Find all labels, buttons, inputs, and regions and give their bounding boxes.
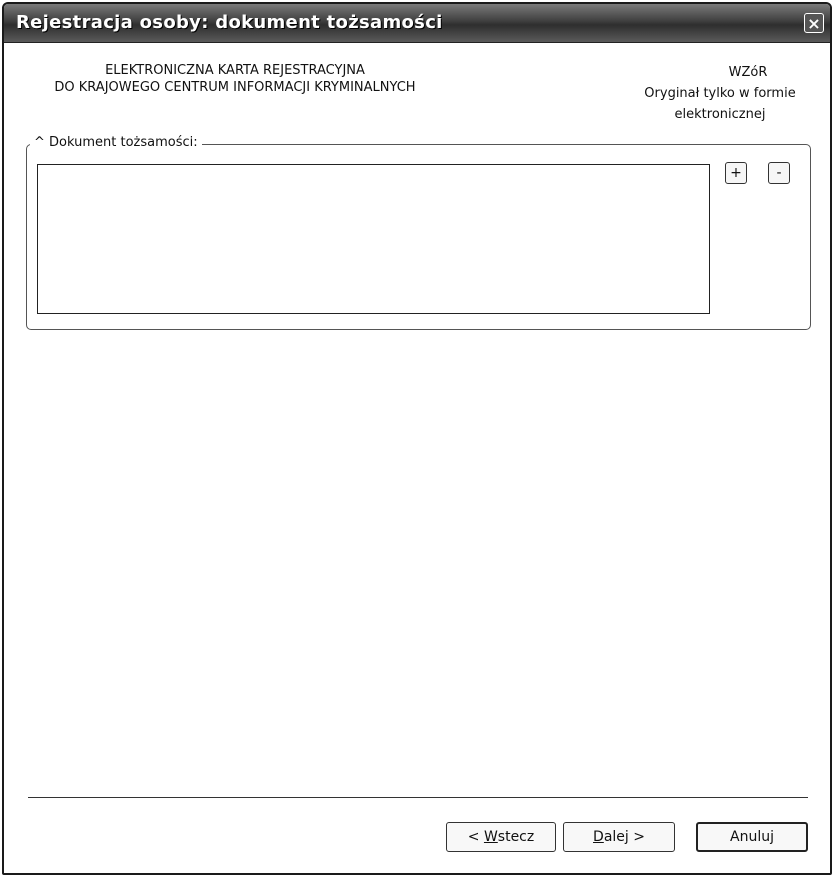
form-title-line-1: ELEKTRONICZNA KARTA REJESTRACYJNA [105, 63, 365, 78]
window-title: Rejestracja osoby: dokument tożsamości [16, 12, 443, 33]
add-document-button[interactable]: + [725, 162, 747, 184]
dialog-window [2, 2, 832, 875]
form-header-left [0, 62, 470, 96]
identity-document-list[interactable] [37, 164, 710, 314]
title-bar [4, 4, 830, 43]
next-button-rest: alej > [603, 829, 645, 845]
close-icon[interactable]: × [804, 13, 824, 33]
back-button[interactable] [446, 822, 556, 852]
back-button-rest: stecz [497, 829, 535, 845]
back-button-prefix: < [467, 829, 484, 845]
template-label: WZóR [728, 65, 768, 80]
remove-document-button[interactable]: - [768, 162, 790, 184]
original-note-line-2: elektronicznej [674, 107, 766, 122]
back-button-mnemonic: W [483, 829, 498, 845]
next-button[interactable] [563, 822, 675, 852]
cancel-button[interactable]: Anuluj [696, 822, 808, 852]
form-header-right [620, 62, 820, 125]
original-note-line-1: Oryginał tylko w formie [644, 86, 796, 101]
footer-divider [28, 797, 808, 798]
form-title-line-2: DO KRAJOWEGO CENTRUM INFORMACJI KRYMINALNYCH [54, 80, 416, 95]
identity-document-legend[interactable]: ^ Dokument tożsamości: [30, 135, 202, 150]
next-button-mnemonic: D [593, 829, 604, 845]
